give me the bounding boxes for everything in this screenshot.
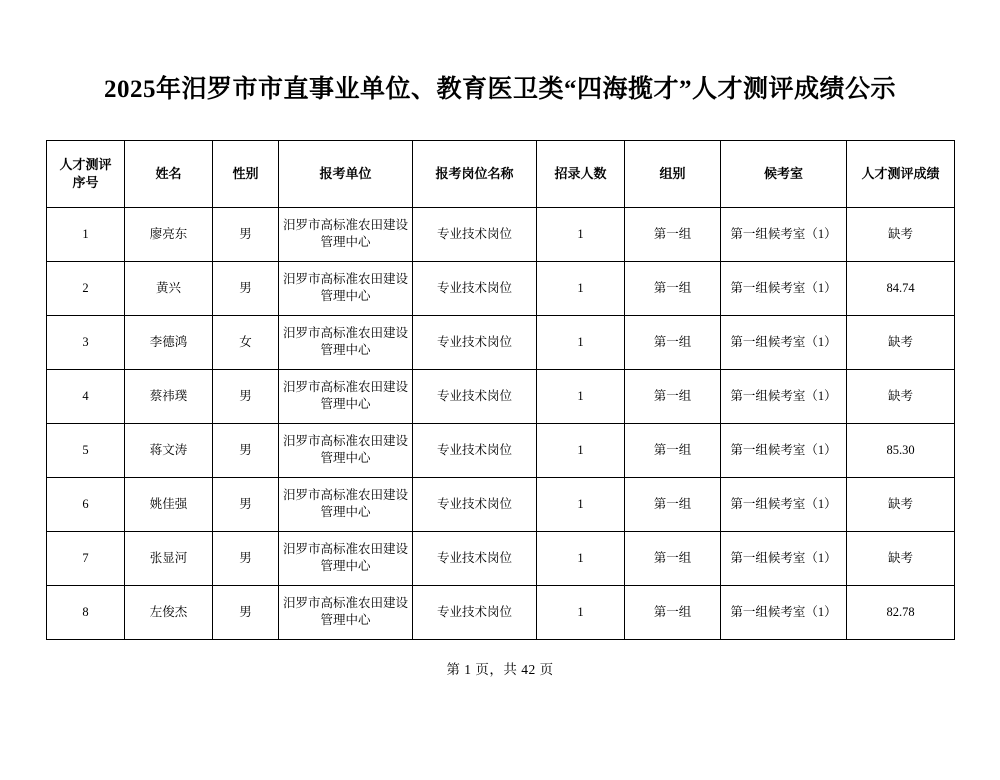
cell-unit-line1: 汨罗市高标准农田建设 xyxy=(282,272,408,287)
cell-name: 黄兴 xyxy=(125,261,213,315)
cell-unit-line1: 汨罗市高标准农田建设 xyxy=(282,380,408,395)
cell-name: 姚佳强 xyxy=(125,477,213,531)
cell-unit-line2: 管理中心 xyxy=(320,235,371,249)
cell-score: 缺考 xyxy=(847,207,955,261)
cell-position: 专业技术岗位 xyxy=(413,531,537,585)
cell-recruit-count: 1 xyxy=(537,585,625,639)
cell-unit-line2: 管理中心 xyxy=(320,343,371,357)
cell-gender: 男 xyxy=(213,261,279,315)
cell-waiting-room: 第一组候考室（1） xyxy=(721,477,847,531)
cell-unit-line1: 汨罗市高标准农田建设 xyxy=(282,596,408,611)
page-title: 2025年汨罗市市直事业单位、教育医卫类“四海揽才”人才测评成绩公示 xyxy=(103,76,896,103)
cell-recruit-count: 1 xyxy=(537,423,625,477)
cell-sequence: 5 xyxy=(47,423,125,477)
cell-unit-line2: 管理中心 xyxy=(320,559,371,573)
cell-unit-line2: 管理中心 xyxy=(320,613,371,627)
results-table-container xyxy=(46,140,954,640)
cell-sequence: 6 xyxy=(47,477,125,531)
cell-unit-line1: 汨罗市高标准农田建设 xyxy=(282,326,408,341)
cell-score: 缺考 xyxy=(847,477,955,531)
cell-name: 蒋文涛 xyxy=(125,423,213,477)
document-page xyxy=(0,74,1000,780)
cell-score: 缺考 xyxy=(847,369,955,423)
cell-waiting-room: 第一组候考室（1） xyxy=(721,423,847,477)
cell-recruit-count: 1 xyxy=(537,207,625,261)
cell-group: 第一组 xyxy=(625,531,721,585)
table-row xyxy=(47,477,955,531)
cell-position: 专业技术岗位 xyxy=(413,423,537,477)
cell-position: 专业技术岗位 xyxy=(413,315,537,369)
cell-unit-line2: 管理中心 xyxy=(320,505,371,519)
cell-waiting-room: 第一组候考室（1） xyxy=(721,531,847,585)
cell-position: 专业技术岗位 xyxy=(413,585,537,639)
cell-name: 蔡祎璞 xyxy=(125,369,213,423)
column-header-score: 人才测评成绩 xyxy=(847,140,955,207)
table-row xyxy=(47,531,955,585)
cell-sequence: 2 xyxy=(47,261,125,315)
cell-score: 缺考 xyxy=(847,315,955,369)
cell-recruit-count: 1 xyxy=(537,261,625,315)
column-header-name: 姓名 xyxy=(125,140,213,207)
cell-gender: 男 xyxy=(213,369,279,423)
cell-gender: 男 xyxy=(213,531,279,585)
cell-waiting-room: 第一组候考室（1） xyxy=(721,315,847,369)
column-header-sequence-line1: 人才测评 xyxy=(59,156,112,172)
cell-waiting-room: 第一组候考室（1） xyxy=(721,585,847,639)
column-header-unit: 报考单位 xyxy=(279,140,413,207)
cell-gender: 男 xyxy=(213,423,279,477)
cell-waiting-room: 第一组候考室（1） xyxy=(721,207,847,261)
table-header xyxy=(47,140,955,207)
cell-sequence: 7 xyxy=(47,531,125,585)
cell-unit xyxy=(279,531,413,585)
cell-group: 第一组 xyxy=(625,477,721,531)
table-row xyxy=(47,423,955,477)
column-header-position: 报考岗位名称 xyxy=(413,140,537,207)
cell-position: 专业技术岗位 xyxy=(413,477,537,531)
cell-unit xyxy=(279,369,413,423)
cell-recruit-count: 1 xyxy=(537,369,625,423)
table-row xyxy=(47,585,955,639)
table-body xyxy=(47,207,955,639)
cell-unit-line1: 汨罗市高标准农田建设 xyxy=(282,542,408,557)
cell-position: 专业技术岗位 xyxy=(413,207,537,261)
cell-sequence: 8 xyxy=(47,585,125,639)
cell-recruit-count: 1 xyxy=(537,531,625,585)
table-header-row xyxy=(47,140,955,207)
page-footer: 第 1 页，共 42 页 xyxy=(446,661,554,677)
cell-position: 专业技术岗位 xyxy=(413,261,537,315)
table-row xyxy=(47,369,955,423)
cell-unit-line1: 汨罗市高标准农田建设 xyxy=(282,434,408,449)
cell-gender: 男 xyxy=(213,585,279,639)
cell-sequence: 1 xyxy=(47,207,125,261)
cell-group: 第一组 xyxy=(625,207,721,261)
table-row xyxy=(47,315,955,369)
table-row xyxy=(47,261,955,315)
cell-group: 第一组 xyxy=(625,261,721,315)
cell-unit xyxy=(279,315,413,369)
cell-name: 李德鸿 xyxy=(125,315,213,369)
cell-position: 专业技术岗位 xyxy=(413,369,537,423)
cell-waiting-room: 第一组候考室（1） xyxy=(721,261,847,315)
results-table xyxy=(46,140,955,640)
cell-sequence: 3 xyxy=(47,315,125,369)
cell-group: 第一组 xyxy=(625,585,721,639)
column-header-recruit-count: 招录人数 xyxy=(537,140,625,207)
column-header-sequence xyxy=(47,140,125,207)
column-header-waiting-room: 候考室 xyxy=(721,140,847,207)
cell-unit-line1: 汨罗市高标准农田建设 xyxy=(282,218,408,233)
cell-unit-line2: 管理中心 xyxy=(320,289,371,303)
cell-group: 第一组 xyxy=(625,369,721,423)
cell-unit xyxy=(279,585,413,639)
cell-name: 廖亮东 xyxy=(125,207,213,261)
cell-name: 张显河 xyxy=(125,531,213,585)
cell-unit xyxy=(279,423,413,477)
column-header-group: 组别 xyxy=(625,140,721,207)
column-header-sequence-line2: 序号 xyxy=(72,174,99,190)
cell-score: 84.74 xyxy=(847,261,955,315)
cell-unit xyxy=(279,477,413,531)
column-header-gender: 性别 xyxy=(213,140,279,207)
cell-unit-line2: 管理中心 xyxy=(320,397,371,411)
cell-recruit-count: 1 xyxy=(537,477,625,531)
cell-score: 85.30 xyxy=(847,423,955,477)
cell-unit xyxy=(279,207,413,261)
cell-gender: 男 xyxy=(213,207,279,261)
cell-name: 左俊杰 xyxy=(125,585,213,639)
cell-group: 第一组 xyxy=(625,315,721,369)
cell-group: 第一组 xyxy=(625,423,721,477)
cell-recruit-count: 1 xyxy=(537,315,625,369)
cell-unit-line2: 管理中心 xyxy=(320,451,371,465)
cell-score: 缺考 xyxy=(847,531,955,585)
cell-unit xyxy=(279,261,413,315)
cell-gender: 男 xyxy=(213,477,279,531)
table-row xyxy=(47,207,955,261)
cell-unit-line1: 汨罗市高标准农田建设 xyxy=(282,488,408,503)
cell-score: 82.78 xyxy=(847,585,955,639)
cell-waiting-room: 第一组候考室（1） xyxy=(721,369,847,423)
cell-sequence: 4 xyxy=(47,369,125,423)
cell-gender: 女 xyxy=(213,315,279,369)
